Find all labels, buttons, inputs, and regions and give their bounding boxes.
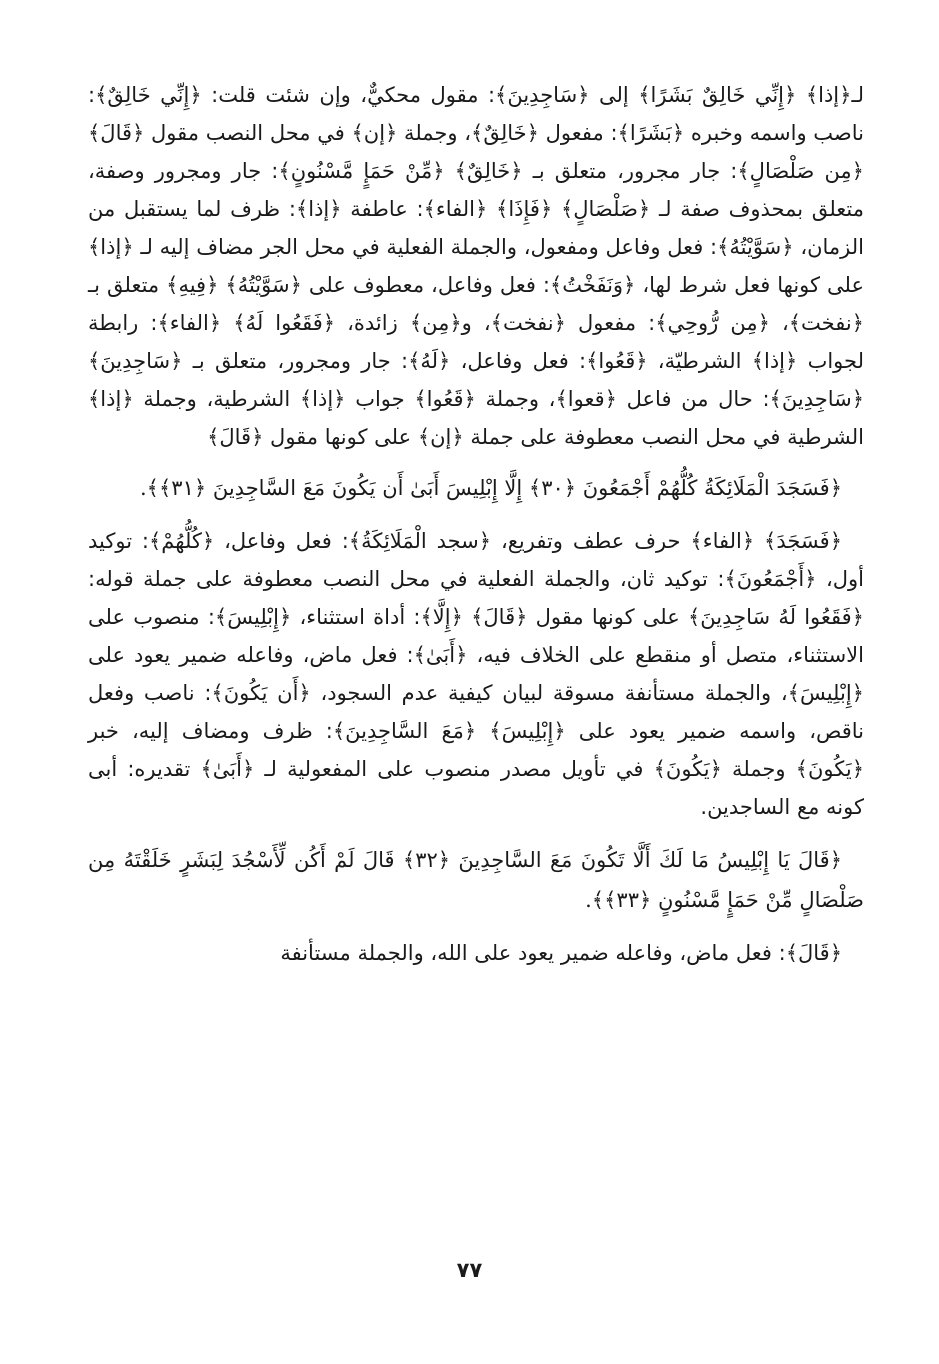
quran-verse-32-33: ﴿قَالَ يَا إِبْلِيسُ مَا لَكَ أَلَّا تَكُونَ مَعَ السَّاجِدِينَ ﴿٣٢﴾ قَالَ لَمْ أَكُن لِّأَسْجُدَ لِبَشَرٍ خَلَقْتَهُ مِن صَلْصَالٍ مِّنْ حَمَإٍ مَّسْنُونٍ ﴿٣٣﴾﴾.	[88, 848, 864, 912]
quran-verse-30-31: ﴿فَسَجَدَ الْمَلَائِكَةُ كُلُّهُمْ أَجْمَعُونَ ﴿٣٠﴾ إِلَّا إِبْلِيسَ أَبَىٰ أَن يَكُونَ مَعَ السَّاجِدِينَ ﴿٣١﴾﴾.	[140, 476, 842, 500]
tafsir-paragraph-3: ﴿قَالَ﴾: فعل ماض، وفاعله ضمير يعود على الله، والجملة مستأنفة	[280, 941, 842, 965]
tafsir-paragraph-2: ﴿فَسَجَدَ﴾ ﴿الفاء﴾ حرف عطف وتفريع، ﴿سجد الْمَلَائِكَةُ﴾: فعل وفاعل، ﴿كُلُّهُمْ﴾: توكيد أول، ﴿أَجْمَعُونَ﴾: توكيد ثان، والجملة الفعلية في محل النصب معطوفة على جملة قوله: ﴿فَقَعُوا لَهُ سَاجِدِينَ﴾ على كونها مقول ﴿قَالَ﴾ ﴿إِلَّا﴾: أداة استثناء، ﴿إِبْلِيسَ﴾: منصوب على الاستثناء، متصل أو منقطع على الخلاف فيه، ﴿أَبَىٰ﴾: فعل ماض، وفاعله ضمير يعود على ﴿إِبْلِيسَ﴾، والجملة مستأنفة مسوقة لبيان كيفية عدم السجود، ﴿أَن يَكُونَ﴾: ناصب وفعل ناقص، واسمه ضمير يعود على ﴿إِبْلِيسَ﴾ ﴿مَعَ السَّاجِدِينَ﴾: ظرف ومضاف إليه، خبر ﴿يَكُونَ﴾ وجملة ﴿يَكُونَ﴾ في تأويل مصدر منصوب على المفعولية لـ ﴿أَبَىٰ﴾ تقديره: أبى كونه مع الساجدين.	[88, 529, 864, 819]
page-number: ٧٧	[456, 1258, 483, 1282]
tafsir-paragraph-1: لـ﴿إذا﴾ ﴿إِنِّي خَالِقٌ بَشَرًا﴾ إلى ﴿سَاجِدِينَ﴾: مقول محكيٌّ، وإن شئت قلت: ﴿إِنِّي خَالِقٌ﴾: ناصب واسمه وخبره ﴿بَشَرًا﴾: مفعول ﴿خَالِقٌ﴾، وجملة ﴿إن﴾ في محل النصب مقول ﴿قَالَ﴾ ﴿مِن صَلْصَالٍ﴾: جار مجرور، متعلق بـ ﴿خَالِقٌ﴾ ﴿مِّنْ حَمَإٍ مَّسْنُونٍ﴾: جار ومجرور وصفة، متعلق بمحذوف صفة لـ ﴿صَلْصَالٍ﴾ ﴿فَإِذَا﴾ ﴿الفاء﴾: عاطفة ﴿إذا﴾: ظرف لما يستقبل من الزمان، ﴿سَوَّيْتُهُ﴾: فعل وفاعل ومفعول، والجملة الفعلية في محل الجر مضاف إليه لـ ﴿إذا﴾ على كونها فعل شرط لها، ﴿وَنَفَخْتُ﴾: فعل وفاعل، معطوف على ﴿سَوَّيْتُهُ﴾ ﴿فِيهِ﴾ متعلق بـ ﴿نفخت﴾، ﴿مِن رُّوحِي﴾: مفعول ﴿نفخت﴾، و﴿مِن﴾ زائدة، ﴿فَقَعُوا لَهُ﴾ ﴿الفاء﴾: رابطة لجواب ﴿إذا﴾ الشرطيّة، ﴿قَعُوا﴾: فعل وفاعل، ﴿لَهُ﴾: جار ومجرور، متعلق بـ ﴿سَاجِدِينَ﴾ ﴿سَاجِدِينَ﴾: حال من فاعل ﴿قعوا﴾، وجملة ﴿قَعُوا﴾ جواب ﴿إذا﴾ الشرطية، وجملة ﴿إذا﴾ الشرطية في محل النصب معطوفة على جملة ﴿إن﴾ على كونها مقول ﴿قَالَ﴾	[88, 83, 864, 449]
page-body	[88, 76, 864, 972]
